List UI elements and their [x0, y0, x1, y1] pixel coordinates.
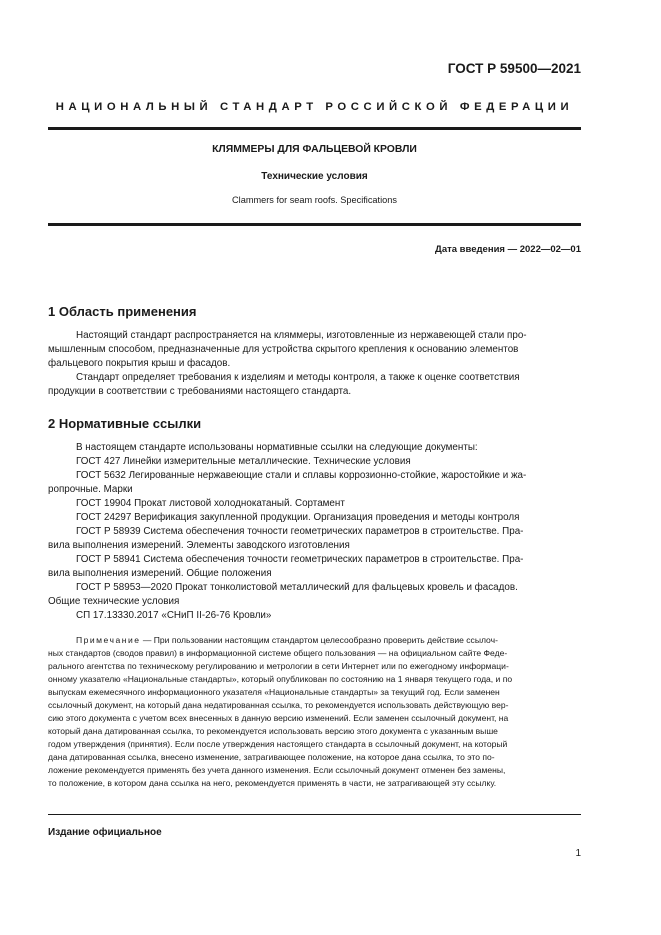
reference-line: ГОСТ 5632 Легированные нержавеющие стали и сплавы коррозионно-стойкие, жаростойкие и жа- [76, 470, 527, 481]
national-standard-banner: НАЦИОНАЛЬНЫЙ СТАНДАРТ РОССИЙСКОЙ ФЕДЕРАЦИИ [55, 101, 574, 113]
reference-line: ГОСТ 427 Линейки измерительные металлические. Технические условия [76, 456, 411, 467]
paragraph-line: Настоящий стандарт распространяется на кляммеры, изготовленные из нержавеющей стали про- [76, 330, 527, 341]
paragraph-line: мышленным способом, предназначенные для устройства скрытого крепления к основанию элементов [48, 344, 519, 355]
section-heading: 2 Нормативные ссылки [48, 416, 202, 431]
note-label: Примечание [76, 635, 141, 645]
official-edition-label: Издание официальное [48, 827, 162, 838]
reference-line: В настоящем стандарте использованы нормативные ссылки на следующие документы: [76, 442, 478, 453]
bottom-divider [48, 223, 581, 226]
note-line: ных стандартов (сводов правил) в информационной системе общего пользования — на официальном сайте Феде- [48, 648, 508, 658]
note-line: годом утверждения (принятия). Если после утверждения настоящего стандарта в ссылочный документ, на который [48, 739, 508, 749]
section-heading: 1 Область применения [48, 304, 197, 319]
note-line: ложение рекомендуется применять без учета данного изменения. Если ссылочный документ отменен без замены, [48, 765, 506, 775]
introduction-date: Дата введения — 2022—02—01 [435, 244, 581, 255]
note-block [48, 634, 581, 790]
top-divider [48, 127, 581, 130]
document-title-english: Clammers for seam roofs. Specifications [232, 195, 397, 205]
note-text: — При пользовании настоящим стандартом целесообразно проверить действие ссылоч- [140, 635, 498, 645]
paragraph-line: продукции в соответствии с требованиями настоящего стандарта. [48, 386, 352, 397]
reference-line: ГОСТ 24297 Верификация закупленной продукции. Организация проведения и методы контроля [76, 512, 520, 523]
document-subtitle: Технические условия [261, 171, 368, 182]
reference-line: ГОСТ Р 58941 Система обеспечения точности геометрических параметров в строительстве. Пра- [76, 554, 524, 565]
reference-line: вила выполнения измерений. Элементы заводского изготовления [48, 540, 350, 551]
section-scope [48, 304, 581, 399]
reference-line: Общие технические условия [48, 596, 180, 607]
reference-line: вила выполнения измерений. Общие положения [48, 568, 272, 579]
reference-line: ГОСТ Р 58953—2020 Прокат тонколистовой металлический для фальцевых кровель и фасадов. [76, 582, 518, 593]
footer-divider [48, 814, 581, 815]
note-line: онному указателю «Национальные стандарты», который опубликован по состоянию на 1 января текущего года, и по [48, 674, 513, 684]
note-line: который дана датированная ссылка, то рекомендуется использовать версию этого документа с указанным выше [48, 726, 498, 736]
note-line: то положение, в котором дана ссылка на него, рекомендуется применять в части, не затрагивающей эту ссылку. [48, 778, 497, 788]
reference-list [48, 441, 581, 623]
document-title: КЛЯММЕРЫ ДЛЯ ФАЛЬЦЕВОЙ КРОВЛИ [212, 144, 417, 155]
note-line: дана датированная ссылка, внесено изменение, затрагивающее положение, на которое дана ссылка, то это по- [48, 752, 495, 762]
paragraph-line: фальцевого покрытия крыш и фасадов. [48, 358, 231, 369]
note-first-line [48, 634, 581, 647]
reference-line: ГОСТ Р 58939 Система обеспечения точности геометрических параметров в строительстве. Пра- [76, 526, 524, 537]
paragraph-line: Стандарт определяет требования к изделиям и методы контроля, а также к оценке соответствия [76, 372, 520, 383]
reference-line: СП 17.13330.2017 «СНиП II-26-76 Кровли» [76, 610, 272, 621]
note-line: выпускам ежемесячного информационного указателя «Национальные стандарты» за текущий год. Если заменен [48, 687, 500, 697]
reference-line: ГОСТ 19904 Прокат листовой холоднокатаный. Сортамент [76, 498, 345, 509]
note-line: сию этого документа с учетом всех внесенных в данную версию изменений. Если заменен ссылочный документ, на [48, 713, 509, 723]
document-code: ГОСТ Р 59500—2021 [447, 61, 581, 76]
note-line: рального агентства по техническому регулированию и метрологии в сети Интернет или по ежегодному информаци- [48, 661, 509, 671]
note-body [48, 647, 581, 790]
section-normative-references [48, 416, 581, 623]
note-line: ссылочный документ, на который дана недатированная ссылка, то рекомендуется использовать действующую вер- [48, 700, 509, 710]
reference-line: ропрочные. Марки [48, 484, 133, 495]
page-number: 1 [575, 848, 581, 859]
